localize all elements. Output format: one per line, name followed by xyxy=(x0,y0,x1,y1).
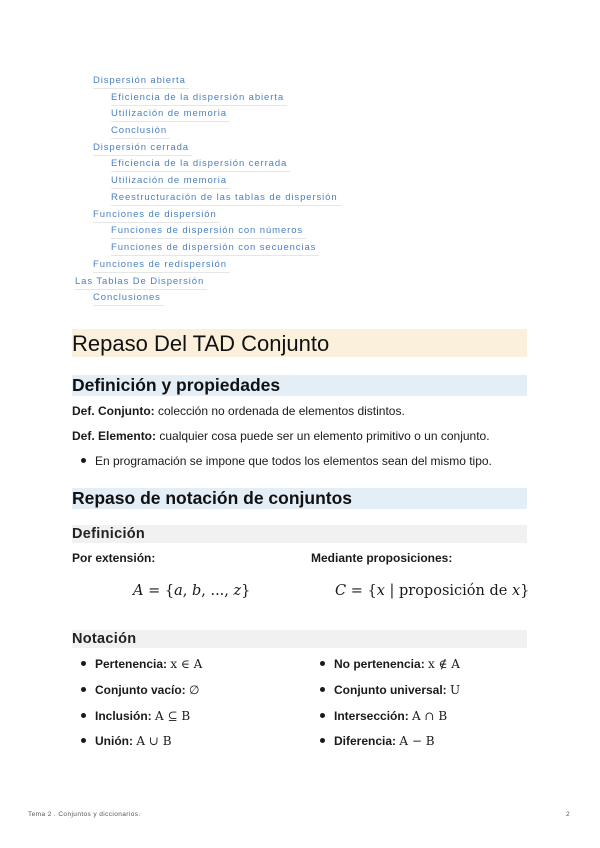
formula-proposiciones: C = {x | proposición de x} xyxy=(335,583,530,599)
column-heading: Por extensión: xyxy=(72,551,156,565)
toc-link[interactable]: Dispersión cerrada xyxy=(93,141,192,156)
list-item: Unión: A ∪ B xyxy=(81,734,172,749)
toc-link[interactable]: Reestructuración de las tablas de dispersión xyxy=(111,191,341,206)
definition-elemento xyxy=(72,429,490,444)
bullet-icon xyxy=(320,738,325,743)
bullet-icon xyxy=(81,661,86,666)
math-expression: x ∉ A xyxy=(428,657,460,671)
list-item: Pertenencia: x ∈ A xyxy=(81,657,202,672)
list-item-text: En programación se impone que todos los elementos sean del mismo tipo. xyxy=(95,454,492,468)
bullet-icon xyxy=(81,738,86,743)
subsubsection-title: Definición xyxy=(72,526,146,542)
bullet-icon xyxy=(81,687,86,692)
definition-term: Def. Elemento: xyxy=(72,429,157,443)
definition-text: cualquier cosa puede ser un elemento primitivo o un conjunto. xyxy=(156,429,490,443)
list-item: Conjunto vacío: ∅ xyxy=(81,683,199,698)
subsection-title: Repaso de notación de conjuntos xyxy=(72,488,353,508)
list-item: Conjunto universal: U xyxy=(320,683,460,698)
column-heading: Mediante proposiciones: xyxy=(311,551,453,565)
subsection-title: Definición y propiedades xyxy=(72,375,281,395)
list-item: No pertenencia: x ∉ A xyxy=(320,657,460,672)
math-expression: A − B xyxy=(399,734,435,748)
definition-text: colección no ordenada de elementos distintos. xyxy=(154,404,405,418)
bullet-icon xyxy=(320,661,325,666)
footer-text: Tema 2 . Conjuntos y diccionarios. xyxy=(28,811,141,818)
toc-link[interactable]: Utilización de memoria xyxy=(111,107,230,122)
math-expression: x ∈ A xyxy=(170,657,203,671)
section-title: Repaso Del TAD Conjunto xyxy=(72,331,330,356)
math-expression: U xyxy=(450,683,461,697)
subsubsection-title: Notación xyxy=(72,631,137,647)
bullet-icon xyxy=(81,458,86,463)
toc-link[interactable]: Eficiencia de la dispersión cerrada xyxy=(111,157,290,172)
subsubsection-heading xyxy=(72,630,527,648)
subsubsection-heading xyxy=(72,525,527,543)
toc-link[interactable]: Las Tablas De Dispersión xyxy=(75,275,207,290)
toc-link[interactable]: Conclusión xyxy=(111,124,170,139)
toc-link[interactable]: Eficiencia de la dispersión abierta xyxy=(111,91,287,106)
math-expression: A ∩ B xyxy=(412,709,448,723)
definition-conjunto xyxy=(72,404,405,419)
math-expression: ∅ xyxy=(189,683,200,697)
subsection-heading xyxy=(72,488,527,509)
list-item: Intersección: A ∩ B xyxy=(320,709,447,724)
bullet-icon xyxy=(320,713,325,718)
toc-link[interactable]: Funciones de dispersión con números xyxy=(111,224,306,239)
subsection-heading xyxy=(72,375,527,396)
section-heading xyxy=(72,329,527,357)
toc-link[interactable]: Funciones de dispersión xyxy=(93,208,220,223)
math-expression: A ∪ B xyxy=(136,734,172,748)
toc-link[interactable]: Funciones de redispersión xyxy=(93,258,230,273)
toc-link[interactable]: Utilización de memoria xyxy=(111,174,230,189)
bullet-icon xyxy=(320,687,325,692)
definition-term: Def. Conjunto: xyxy=(72,404,155,418)
list-item: Inclusión: A ⊆ B xyxy=(81,709,190,724)
toc-link[interactable]: Dispersión abierta xyxy=(93,74,189,89)
toc-link[interactable]: Conclusiones xyxy=(93,291,164,306)
list-item xyxy=(81,454,492,469)
list-item: Diferencia: A − B xyxy=(320,734,435,749)
formula-extension: A = {a, b, ..., z} xyxy=(133,583,251,599)
toc-link[interactable]: Funciones de dispersión con secuencias xyxy=(111,241,319,256)
page-number: 2 xyxy=(566,811,571,818)
math-expression: A ⊆ B xyxy=(155,709,191,723)
bullet-icon xyxy=(81,713,86,718)
